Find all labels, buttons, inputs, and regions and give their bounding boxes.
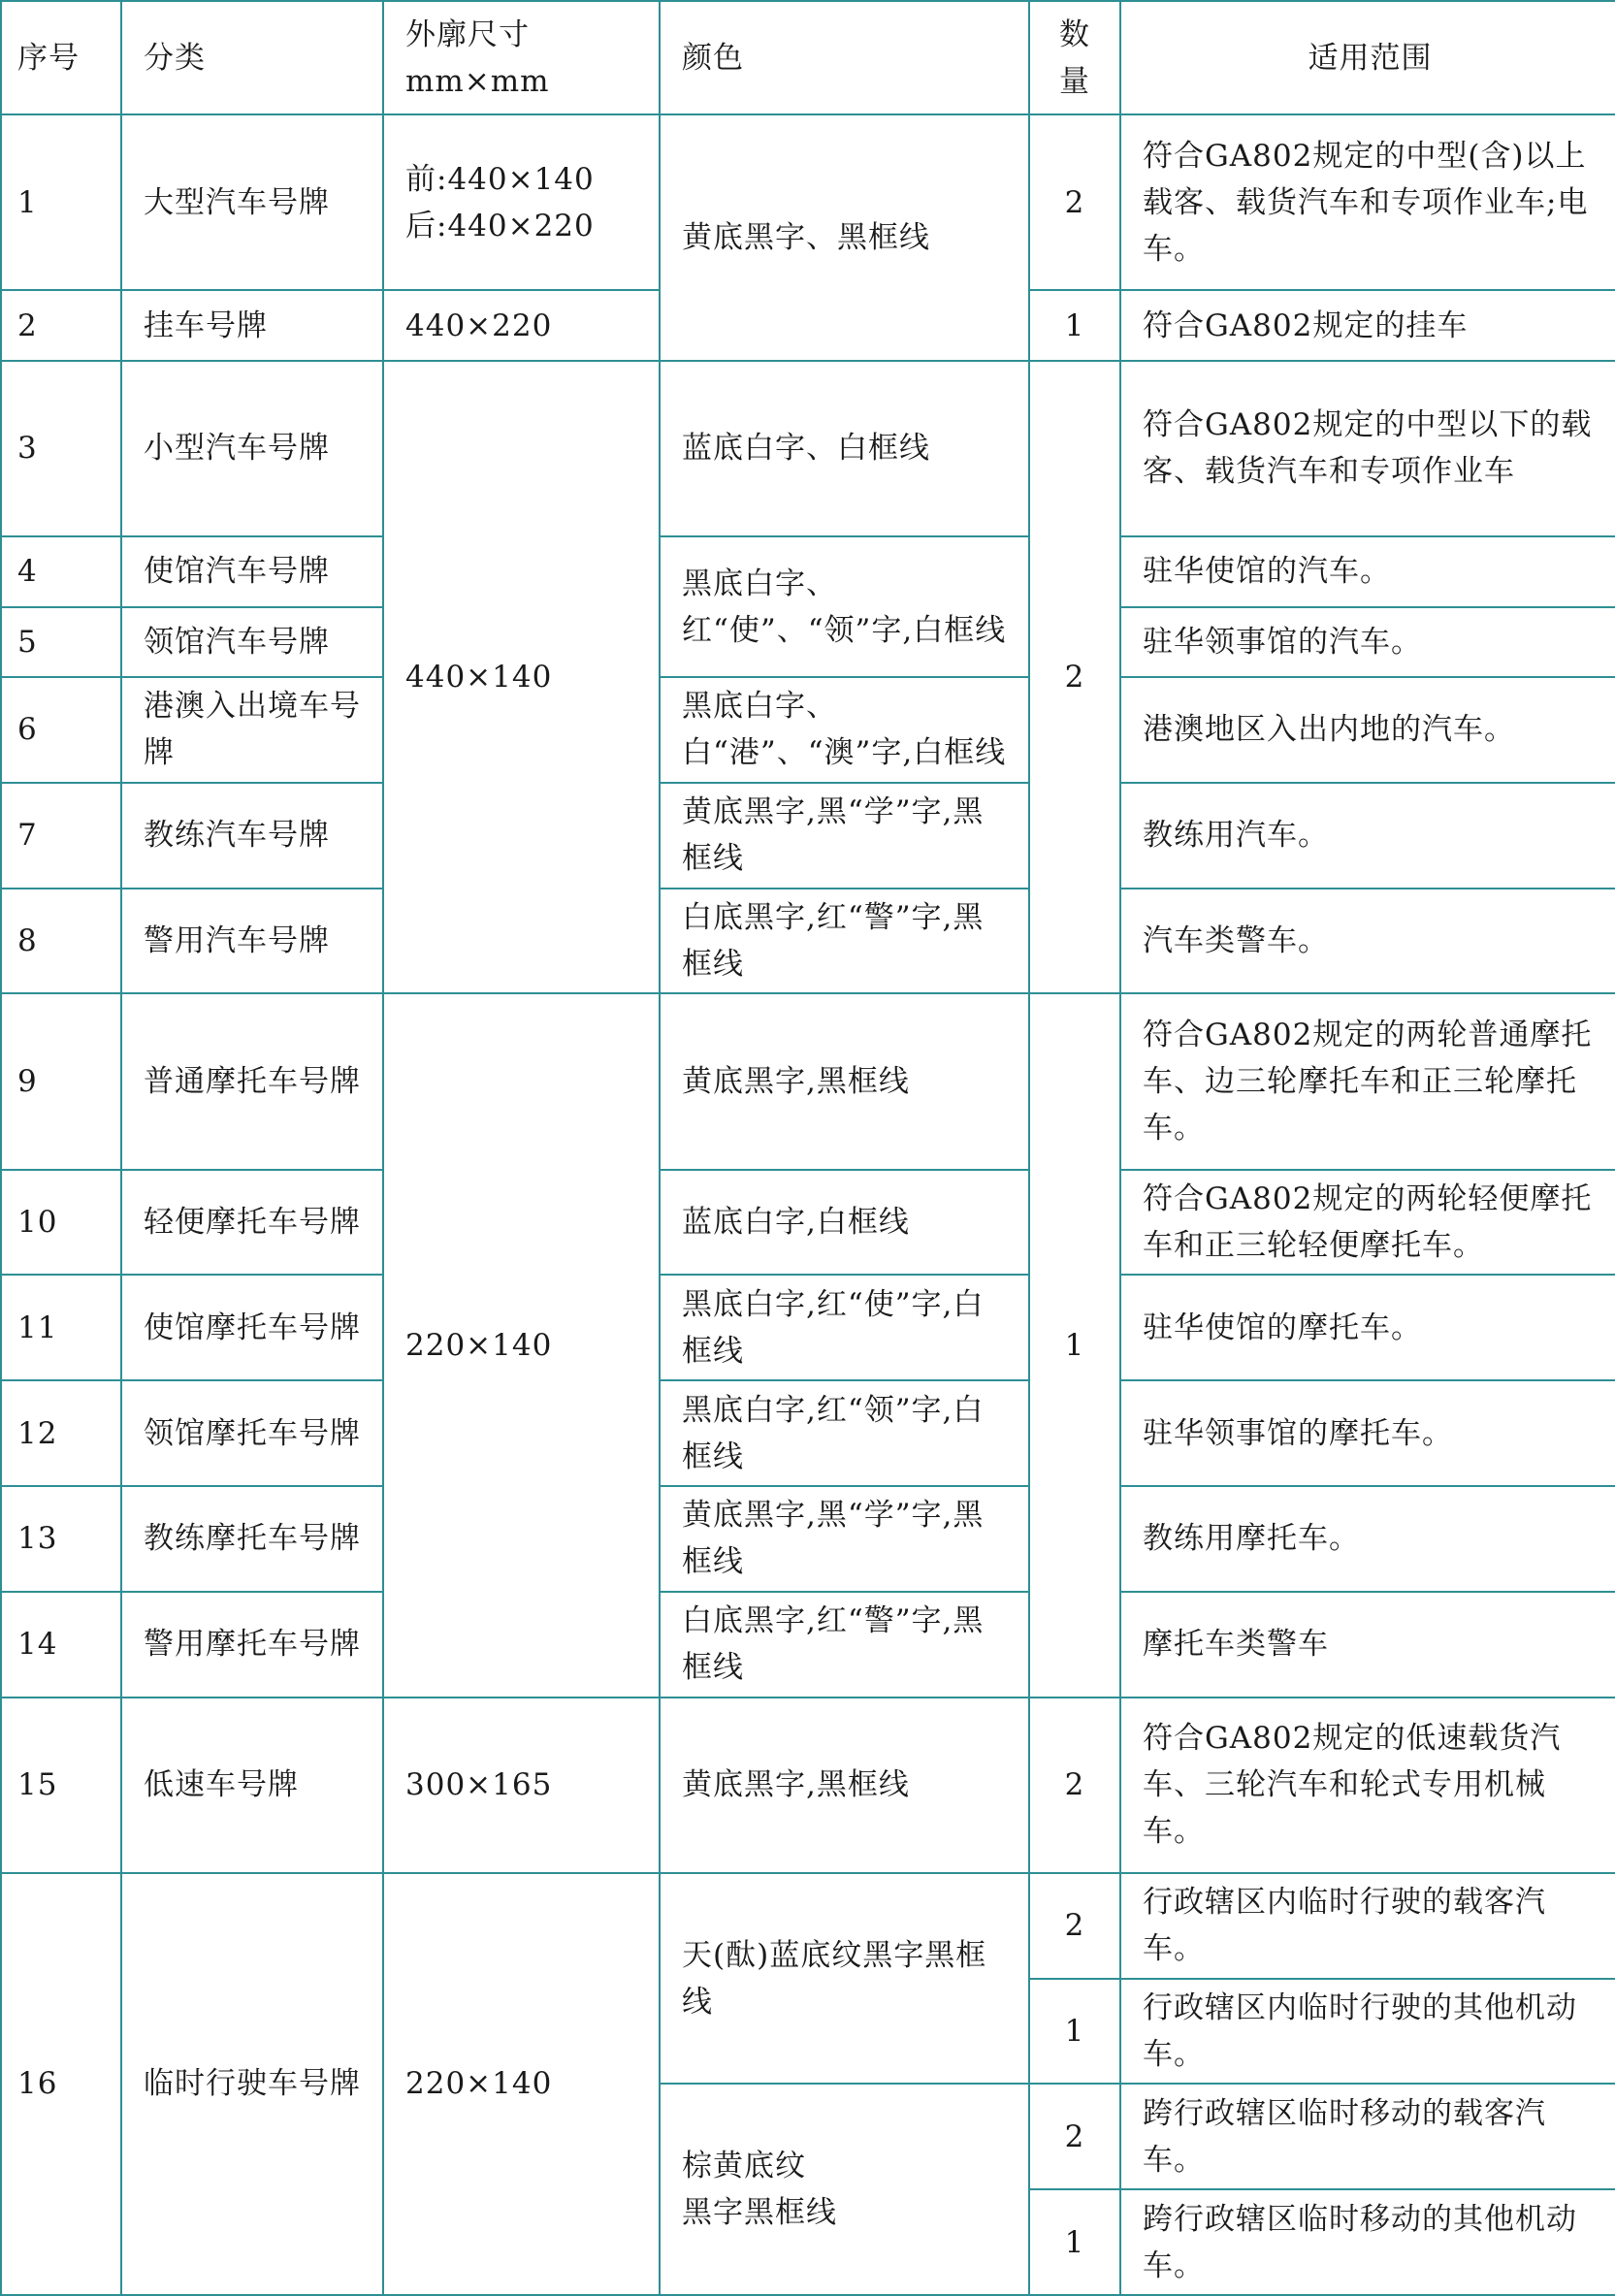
cell-category: 警用摩托车号牌 <box>121 1592 383 1698</box>
cell-index: 14 <box>1 1592 121 1698</box>
cell-category: 使馆摩托车号牌 <box>121 1275 383 1380</box>
header-scope: 适用范围 <box>1120 1 1615 114</box>
cell-index: 5 <box>1 607 121 678</box>
cell-scope: 教练用汽车。 <box>1120 783 1615 889</box>
table-row <box>1 114 1615 290</box>
cell-scope: 行政辖区内临时行驶的载客汽车。 <box>1120 1873 1615 1979</box>
cell-color: 黑底白字,红“使”字,白框线 <box>660 1275 1029 1380</box>
cell-scope: 港澳地区入出内地的汽车。 <box>1120 677 1615 783</box>
table-row <box>1 1873 1615 1979</box>
cell-size: 440×140 <box>383 361 660 994</box>
table-row <box>1 677 1615 783</box>
table-row <box>1 536 1615 607</box>
cell-quantity: 1 <box>1029 2189 1120 2295</box>
cell-index: 7 <box>1 783 121 889</box>
cell-color: 黄底黑字、黑框线 <box>660 114 1029 361</box>
cell-color: 黑底白字、红“使”、“领”字,白框线 <box>660 536 1029 677</box>
cell-quantity: 2 <box>1029 1698 1120 1873</box>
header-row <box>1 1 1615 114</box>
cell-index: 12 <box>1 1380 121 1486</box>
cell-category: 教练摩托车号牌 <box>121 1486 383 1592</box>
cell-category: 挂车号牌 <box>121 290 383 361</box>
cell-scope: 符合GA802规定的中型以下的载客、载货汽车和专项作业车 <box>1120 361 1615 536</box>
table-row <box>1 783 1615 889</box>
cell-index: 9 <box>1 993 121 1169</box>
cell-index: 15 <box>1 1698 121 1873</box>
header-color: 颜色 <box>660 1 1029 114</box>
cell-color: 黄底黑字,黑框线 <box>660 993 1029 1169</box>
table-row <box>1 1380 1615 1486</box>
cell-category: 使馆汽车号牌 <box>121 536 383 607</box>
cell-color: 黄底黑字,黑“学”字,黑框线 <box>660 783 1029 889</box>
cell-scope: 驻华领事馆的汽车。 <box>1120 607 1615 678</box>
cell-category: 港澳入出境车号牌 <box>121 677 383 783</box>
header-category: 分类 <box>121 1 383 114</box>
cell-index: 11 <box>1 1275 121 1380</box>
cell-scope: 符合GA802规定的挂车 <box>1120 290 1615 361</box>
cell-scope: 驻华使馆的汽车。 <box>1120 536 1615 607</box>
cell-color: 白底黑字,红“警”字,黑框线 <box>660 1592 1029 1698</box>
cell-quantity: 1 <box>1029 1979 1120 2085</box>
cell-size: 220×140 <box>383 993 660 1697</box>
table-row <box>1 1170 1615 1276</box>
cell-scope: 跨行政辖区临时移动的其他机动车。 <box>1120 2189 1615 2295</box>
table-row <box>1 1698 1615 1873</box>
cell-quantity: 2 <box>1029 114 1120 290</box>
cell-category: 警用汽车号牌 <box>121 889 383 994</box>
table-row <box>1 361 1615 536</box>
table-row <box>1 993 1615 1169</box>
header-quantity: 数 量 <box>1029 1 1120 114</box>
cell-category: 教练汽车号牌 <box>121 783 383 889</box>
header-size: 外廓尺寸 mm×mm <box>383 1 660 114</box>
cell-category: 临时行驶车号牌 <box>121 1873 383 2295</box>
cell-size: 前:440×140 后:440×220 <box>383 114 660 290</box>
cell-size: 440×220 <box>383 290 660 361</box>
cell-scope: 摩托车类警车 <box>1120 1592 1615 1698</box>
cell-scope: 符合GA802规定的两轮普通摩托车、边三轮摩托车和正三轮摩托车。 <box>1120 993 1615 1169</box>
cell-color: 黑底白字、白“港”、“澳”字,白框线 <box>660 677 1029 783</box>
cell-index: 4 <box>1 536 121 607</box>
cell-color: 白底黑字,红“警”字,黑框线 <box>660 889 1029 994</box>
cell-scope: 汽车类警车。 <box>1120 889 1615 994</box>
cell-index: 2 <box>1 290 121 361</box>
cell-quantity: 1 <box>1029 290 1120 361</box>
cell-size: 300×165 <box>383 1698 660 1873</box>
cell-index: 3 <box>1 361 121 536</box>
cell-scope: 跨行政辖区临时移动的载客汽车。 <box>1120 2084 1615 2189</box>
cell-scope: 行政辖区内临时行驶的其他机动车。 <box>1120 1979 1615 2085</box>
cell-category: 领馆摩托车号牌 <box>121 1380 383 1486</box>
table-row <box>1 889 1615 994</box>
table-row <box>1 1486 1615 1592</box>
cell-color: 蓝底白字,白框线 <box>660 1170 1029 1276</box>
cell-color: 天(酞)蓝底纹黑字黑框线 <box>660 1873 1029 2085</box>
cell-scope: 符合GA802规定的中型(含)以上载客、载货汽车和专项作业车;电车。 <box>1120 114 1615 290</box>
cell-category: 领馆汽车号牌 <box>121 607 383 678</box>
header-index: 序号 <box>1 1 121 114</box>
cell-quantity: 1 <box>1029 993 1120 1697</box>
cell-index: 13 <box>1 1486 121 1592</box>
cell-color: 黄底黑字,黑“学”字,黑框线 <box>660 1486 1029 1592</box>
cell-index: 16 <box>1 1873 121 2295</box>
cell-size: 220×140 <box>383 1873 660 2295</box>
cell-color: 棕黄底纹 黑字黑框线 <box>660 2084 1029 2295</box>
cell-category: 小型汽车号牌 <box>121 361 383 536</box>
cell-index: 8 <box>1 889 121 994</box>
cell-index: 10 <box>1 1170 121 1276</box>
cell-index: 1 <box>1 114 121 290</box>
cell-scope: 符合GA802规定的两轮轻便摩托车和正三轮轻便摩托车。 <box>1120 1170 1615 1276</box>
cell-category: 大型汽车号牌 <box>121 114 383 290</box>
cell-color: 蓝底白字、白框线 <box>660 361 1029 536</box>
cell-quantity: 2 <box>1029 361 1120 994</box>
cell-scope: 驻华领事馆的摩托车。 <box>1120 1380 1615 1486</box>
cell-quantity: 2 <box>1029 2084 1120 2189</box>
cell-scope: 驻华使馆的摩托车。 <box>1120 1275 1615 1380</box>
cell-category: 轻便摩托车号牌 <box>121 1170 383 1276</box>
table-row <box>1 1275 1615 1380</box>
cell-color: 黑底白字,红“领”字,白框线 <box>660 1380 1029 1486</box>
cell-scope: 符合GA802规定的低速载货汽车、三轮汽车和轮式专用机械车。 <box>1120 1698 1615 1873</box>
cell-category: 低速车号牌 <box>121 1698 383 1873</box>
cell-category: 普通摩托车号牌 <box>121 993 383 1169</box>
cell-index: 6 <box>1 677 121 783</box>
cell-scope: 教练用摩托车。 <box>1120 1486 1615 1592</box>
cell-color: 黄底黑字,黑框线 <box>660 1698 1029 1873</box>
cell-quantity: 2 <box>1029 1873 1120 1979</box>
table-row <box>1 1592 1615 1698</box>
